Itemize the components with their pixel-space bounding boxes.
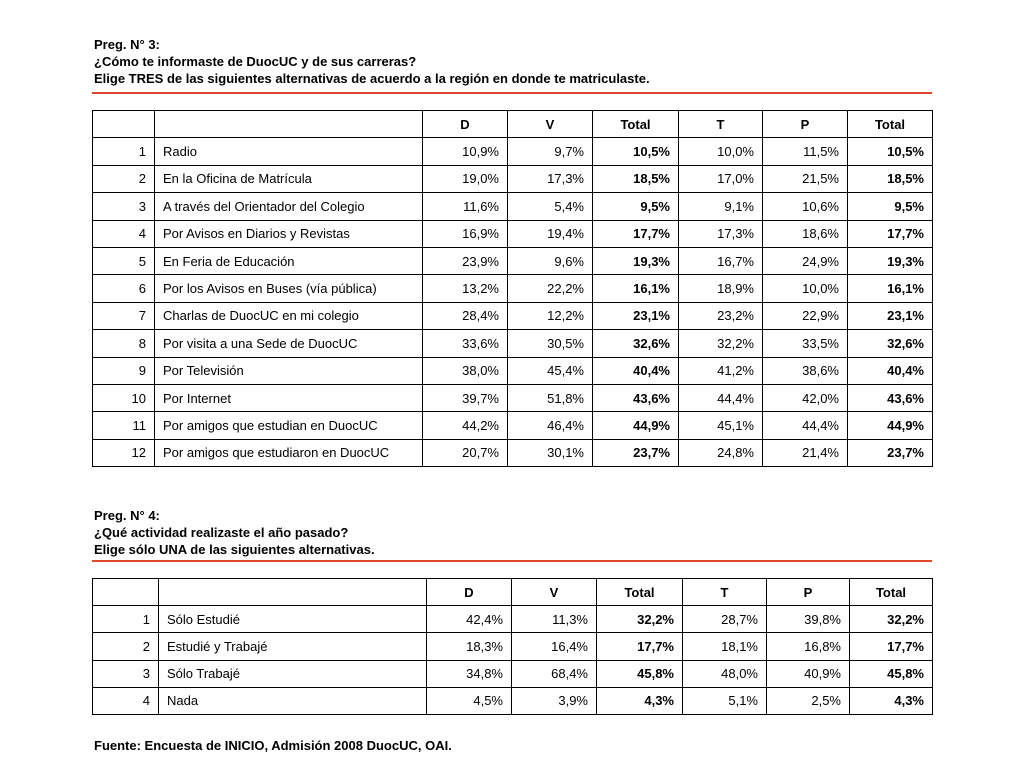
table-row bbox=[93, 633, 933, 660]
column-header-d-value: D bbox=[423, 111, 508, 138]
cell-v-value: 30,1% bbox=[508, 439, 593, 466]
cell-d-value: 42,4% bbox=[427, 606, 512, 633]
cell-option-label: Radio bbox=[155, 138, 423, 165]
cell-p-value: 24,9% bbox=[763, 247, 848, 274]
table-row bbox=[93, 220, 933, 247]
cell-total-tp-value: 19,3% bbox=[848, 247, 933, 274]
cell-d-value: 19,0% bbox=[423, 165, 508, 192]
cell-t-value: 9,1% bbox=[679, 193, 763, 220]
cell-row-number: 5 bbox=[93, 247, 155, 274]
cell-p-value: 22,9% bbox=[763, 302, 848, 329]
cell-option-label: Sólo Estudié bbox=[159, 606, 427, 633]
column-header-p-value: P bbox=[767, 579, 850, 606]
cell-option-label: Por Avisos en Diarios y Revistas bbox=[155, 220, 423, 247]
column-header-t-value: T bbox=[683, 579, 767, 606]
table-row bbox=[93, 247, 933, 274]
cell-p-value: 38,6% bbox=[763, 357, 848, 384]
cell-option-label: Por los Avisos en Buses (vía pública) bbox=[155, 275, 423, 302]
cell-v-value: 12,2% bbox=[508, 302, 593, 329]
cell-total-tp-value: 9,5% bbox=[848, 193, 933, 220]
cell-p-value: 10,6% bbox=[763, 193, 848, 220]
cell-d-value: 39,7% bbox=[423, 384, 508, 411]
cell-t-value: 48,0% bbox=[683, 660, 767, 687]
q4-table bbox=[92, 578, 933, 715]
column-header-total-value: Total bbox=[597, 579, 683, 606]
source-footnote: Fuente: Encuesta de INICIO, Admisión 2008 DuocUC, OAI. bbox=[94, 738, 452, 753]
cell-t-value: 24,8% bbox=[679, 439, 763, 466]
cell-total-value: 32,6% bbox=[593, 330, 679, 357]
table-row bbox=[93, 384, 933, 411]
cell-t-value: 41,2% bbox=[679, 357, 763, 384]
column-header-total-tp-value: Total bbox=[848, 111, 933, 138]
cell-p-value: 21,4% bbox=[763, 439, 848, 466]
table-row bbox=[93, 357, 933, 384]
cell-d-value: 38,0% bbox=[423, 357, 508, 384]
cell-v-value: 5,4% bbox=[508, 193, 593, 220]
cell-d-value: 44,2% bbox=[423, 412, 508, 439]
cell-t-value: 45,1% bbox=[679, 412, 763, 439]
table-row bbox=[93, 302, 933, 329]
cell-row-number: 4 bbox=[93, 687, 159, 714]
column-header-t-value: T bbox=[679, 111, 763, 138]
cell-row-number: 2 bbox=[93, 633, 159, 660]
cell-total-tp-value: 4,3% bbox=[850, 687, 933, 714]
cell-v-value: 22,2% bbox=[508, 275, 593, 302]
cell-t-value: 10,0% bbox=[679, 138, 763, 165]
q3-heading bbox=[94, 36, 650, 87]
cell-t-value: 32,2% bbox=[679, 330, 763, 357]
cell-row-number: 12 bbox=[93, 439, 155, 466]
cell-option-label: Nada bbox=[159, 687, 427, 714]
cell-option-label: Por Televisión bbox=[155, 357, 423, 384]
column-header-p-value: P bbox=[763, 111, 848, 138]
cell-v-value: 30,5% bbox=[508, 330, 593, 357]
cell-t-value: 18,1% bbox=[683, 633, 767, 660]
cell-option-label: En la Oficina de Matrícula bbox=[155, 165, 423, 192]
cell-d-value: 11,6% bbox=[423, 193, 508, 220]
cell-d-value: 16,9% bbox=[423, 220, 508, 247]
cell-d-value: 34,8% bbox=[427, 660, 512, 687]
cell-v-value: 45,4% bbox=[508, 357, 593, 384]
cell-total-value: 16,1% bbox=[593, 275, 679, 302]
cell-row-number: 1 bbox=[93, 606, 159, 633]
cell-t-value: 28,7% bbox=[683, 606, 767, 633]
cell-option-label: En Feria de Educación bbox=[155, 247, 423, 274]
cell-p-value: 21,5% bbox=[763, 165, 848, 192]
column-header-row-number bbox=[93, 579, 159, 606]
cell-total-value: 10,5% bbox=[593, 138, 679, 165]
cell-total-tp-value: 44,9% bbox=[848, 412, 933, 439]
cell-row-number: 9 bbox=[93, 357, 155, 384]
cell-row-number: 3 bbox=[93, 660, 159, 687]
column-header-v-value: V bbox=[512, 579, 597, 606]
cell-row-number: 6 bbox=[93, 275, 155, 302]
q3-table bbox=[92, 110, 933, 467]
cell-total-value: 17,7% bbox=[597, 633, 683, 660]
cell-option-label: Por amigos que estudian en DuocUC bbox=[155, 412, 423, 439]
cell-p-value: 42,0% bbox=[763, 384, 848, 411]
q3-question: ¿Cómo te informaste de DuocUC y de sus carreras? bbox=[94, 54, 417, 69]
cell-p-value: 2,5% bbox=[767, 687, 850, 714]
cell-total-value: 45,8% bbox=[597, 660, 683, 687]
cell-total-tp-value: 40,4% bbox=[848, 357, 933, 384]
cell-total-value: 32,2% bbox=[597, 606, 683, 633]
column-header-total-value: Total bbox=[593, 111, 679, 138]
cell-t-value: 17,0% bbox=[679, 165, 763, 192]
q4-heading bbox=[94, 507, 375, 558]
cell-total-tp-value: 18,5% bbox=[848, 165, 933, 192]
cell-total-value: 17,7% bbox=[593, 220, 679, 247]
table-row bbox=[93, 275, 933, 302]
cell-d-value: 18,3% bbox=[427, 633, 512, 660]
cell-p-value: 39,8% bbox=[767, 606, 850, 633]
cell-t-value: 23,2% bbox=[679, 302, 763, 329]
column-header-d-value: D bbox=[427, 579, 512, 606]
cell-t-value: 18,9% bbox=[679, 275, 763, 302]
cell-t-value: 16,7% bbox=[679, 247, 763, 274]
cell-total-value: 43,6% bbox=[593, 384, 679, 411]
cell-total-tp-value: 17,7% bbox=[850, 633, 933, 660]
cell-p-value: 33,5% bbox=[763, 330, 848, 357]
cell-total-tp-value: 32,6% bbox=[848, 330, 933, 357]
cell-d-value: 23,9% bbox=[423, 247, 508, 274]
cell-option-label: Sólo Trabajé bbox=[159, 660, 427, 687]
cell-d-value: 28,4% bbox=[423, 302, 508, 329]
cell-total-tp-value: 43,6% bbox=[848, 384, 933, 411]
cell-p-value: 40,9% bbox=[767, 660, 850, 687]
cell-row-number: 10 bbox=[93, 384, 155, 411]
table-row bbox=[93, 412, 933, 439]
cell-p-value: 44,4% bbox=[763, 412, 848, 439]
cell-p-value: 11,5% bbox=[763, 138, 848, 165]
cell-row-number: 4 bbox=[93, 220, 155, 247]
q3-instruction: Elige TRES de las siguientes alternativas de acuerdo a la región en donde te matriculaste. bbox=[94, 71, 650, 86]
cell-v-value: 68,4% bbox=[512, 660, 597, 687]
cell-v-value: 9,6% bbox=[508, 247, 593, 274]
cell-total-tp-value: 23,1% bbox=[848, 302, 933, 329]
column-header-row-number bbox=[93, 111, 155, 138]
cell-option-label: Charlas de DuocUC en mi colegio bbox=[155, 302, 423, 329]
column-header-total-tp-value: Total bbox=[850, 579, 933, 606]
cell-total-value: 44,9% bbox=[593, 412, 679, 439]
cell-v-value: 3,9% bbox=[512, 687, 597, 714]
cell-option-label: Por visita a una Sede de DuocUC bbox=[155, 330, 423, 357]
cell-v-value: 51,8% bbox=[508, 384, 593, 411]
q4-header-row bbox=[93, 579, 933, 606]
table-row bbox=[93, 660, 933, 687]
q4-title: Preg. N° 4: bbox=[94, 508, 160, 523]
cell-option-label: A través del Orientador del Colegio bbox=[155, 193, 423, 220]
cell-p-value: 18,6% bbox=[763, 220, 848, 247]
table-row bbox=[93, 330, 933, 357]
column-header-option-label bbox=[155, 111, 423, 138]
cell-v-value: 19,4% bbox=[508, 220, 593, 247]
cell-d-value: 4,5% bbox=[427, 687, 512, 714]
q4-divider bbox=[92, 560, 932, 562]
cell-v-value: 9,7% bbox=[508, 138, 593, 165]
cell-row-number: 11 bbox=[93, 412, 155, 439]
cell-total-value: 23,1% bbox=[593, 302, 679, 329]
cell-total-tp-value: 10,5% bbox=[848, 138, 933, 165]
q3-divider bbox=[92, 92, 932, 94]
table-row bbox=[93, 606, 933, 633]
q4-instruction: Elige sólo UNA de las siguientes alternativas. bbox=[94, 542, 375, 557]
cell-total-tp-value: 45,8% bbox=[850, 660, 933, 687]
cell-d-value: 20,7% bbox=[423, 439, 508, 466]
q4-question: ¿Qué actividad realizaste el año pasado? bbox=[94, 525, 349, 540]
cell-total-value: 4,3% bbox=[597, 687, 683, 714]
cell-total-tp-value: 23,7% bbox=[848, 439, 933, 466]
cell-total-tp-value: 32,2% bbox=[850, 606, 933, 633]
cell-v-value: 16,4% bbox=[512, 633, 597, 660]
cell-total-value: 40,4% bbox=[593, 357, 679, 384]
table-row bbox=[93, 138, 933, 165]
cell-row-number: 8 bbox=[93, 330, 155, 357]
cell-p-value: 10,0% bbox=[763, 275, 848, 302]
cell-p-value: 16,8% bbox=[767, 633, 850, 660]
table-row bbox=[93, 193, 933, 220]
q3-title: Preg. N° 3: bbox=[94, 37, 160, 52]
cell-row-number: 2 bbox=[93, 165, 155, 192]
cell-option-label: Por amigos que estudiaron en DuocUC bbox=[155, 439, 423, 466]
cell-row-number: 7 bbox=[93, 302, 155, 329]
cell-option-label: Por Internet bbox=[155, 384, 423, 411]
cell-d-value: 13,2% bbox=[423, 275, 508, 302]
cell-d-value: 33,6% bbox=[423, 330, 508, 357]
cell-total-value: 18,5% bbox=[593, 165, 679, 192]
q3-header-row bbox=[93, 111, 933, 138]
table-row bbox=[93, 687, 933, 714]
column-header-option-label bbox=[159, 579, 427, 606]
cell-total-value: 9,5% bbox=[593, 193, 679, 220]
cell-total-tp-value: 16,1% bbox=[848, 275, 933, 302]
cell-row-number: 1 bbox=[93, 138, 155, 165]
cell-option-label: Estudié y Trabajé bbox=[159, 633, 427, 660]
cell-t-value: 44,4% bbox=[679, 384, 763, 411]
cell-total-value: 23,7% bbox=[593, 439, 679, 466]
cell-v-value: 46,4% bbox=[508, 412, 593, 439]
cell-t-value: 5,1% bbox=[683, 687, 767, 714]
cell-row-number: 3 bbox=[93, 193, 155, 220]
column-header-v-value: V bbox=[508, 111, 593, 138]
cell-v-value: 17,3% bbox=[508, 165, 593, 192]
cell-v-value: 11,3% bbox=[512, 606, 597, 633]
cell-total-tp-value: 17,7% bbox=[848, 220, 933, 247]
cell-d-value: 10,9% bbox=[423, 138, 508, 165]
cell-total-value: 19,3% bbox=[593, 247, 679, 274]
table-row bbox=[93, 165, 933, 192]
cell-t-value: 17,3% bbox=[679, 220, 763, 247]
table-row bbox=[93, 439, 933, 466]
